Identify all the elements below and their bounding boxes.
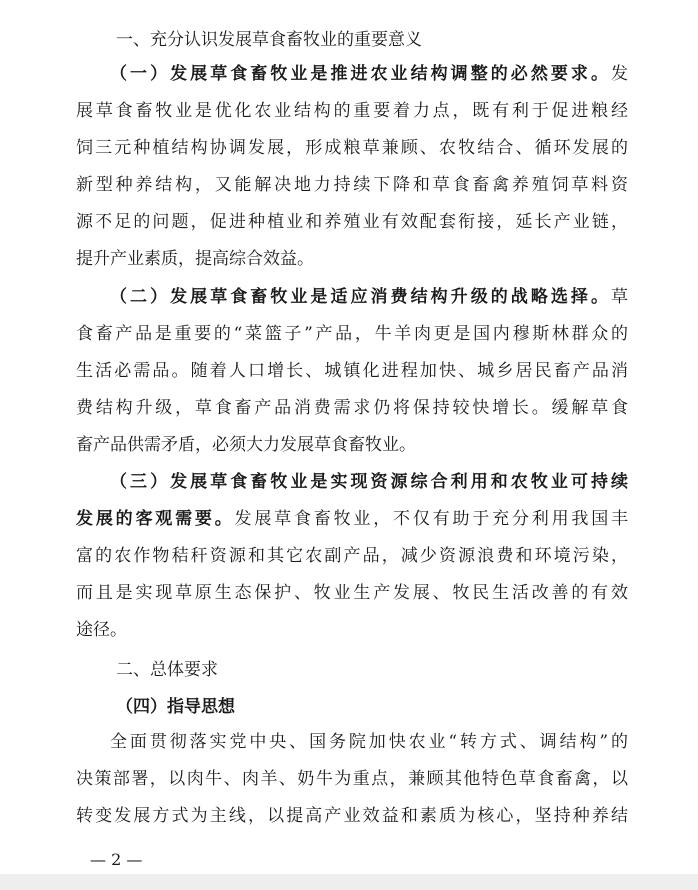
paragraph-lead: 发展的客观需要。: [76, 509, 235, 529]
paragraph-line: 提升产业素质，提高综合效益。: [76, 249, 314, 269]
paragraph-lead: （二）发展草食畜牧业是适应消费结构升级的战略选择。: [110, 287, 611, 307]
line-text: 发: [611, 64, 628, 84]
paragraph-line: 费结构升级，草食畜产品消费需求仍将保持较快增长。缓解草食: [76, 398, 628, 418]
paragraph-lead: （一）发展草食畜牧业是推进农业结构调整的必然要求。: [110, 64, 611, 84]
paragraph-line: 新型种养结构，又能解决地力持续下降和草食畜禽养殖饲草料资: [76, 175, 628, 195]
section-heading-2: 二、总体要求: [116, 660, 218, 680]
line-text: 草: [611, 287, 628, 307]
paragraph-line: （三）发展草食畜牧业是实现资源综合利用和农牧业可持续: [110, 472, 628, 492]
paragraph-3: [76, 464, 628, 649]
paragraph-line: 全面贯彻落实党中央、国务院加快农业“转方式、调结构”的: [110, 732, 628, 752]
paragraph-line: 富的农作物秸秆资源和其它农副产品，减少资源浪费和环境污染，: [76, 546, 628, 566]
paragraph-line: 饲三元种植结构协调发展，形成粮草兼顾、农牧结合、循环发展的: [76, 138, 628, 158]
subheading-4: （四）指导思想: [116, 697, 235, 717]
paragraph-line: [76, 279, 628, 316]
paragraph-line: 决策部署，以肉牛、肉羊、奶牛为重点，兼顾其他特色草食畜禽，以: [76, 769, 628, 789]
paragraph-4: [76, 724, 628, 835]
paragraph-line: 食畜产品是重要的“菜篮子”产品，牛羊肉更是国内穆斯林群众的: [76, 324, 628, 344]
paragraph-2: [76, 279, 628, 464]
paragraph-line: 而且是实现草原生态保护、牧业生产发展、牧民生活改善的有效: [76, 583, 628, 603]
line-text: 发展草食畜牧业，不仅有助于充分利用我国丰: [234, 509, 628, 529]
paragraph-line: 畜产品供需矛盾，必须大力发展草食畜牧业。: [76, 435, 416, 455]
viewer-bottom-strip: [0, 874, 698, 890]
paragraph-line: 途径。: [76, 620, 127, 640]
paragraph-line: [76, 56, 628, 93]
section-heading-1: 一、充分认识发展草食畜牧业的重要意义: [116, 30, 422, 50]
paragraph-1: [76, 56, 628, 278]
paragraph-line: 生活必需品。随着人口增长、城镇化进程加快、城乡居民畜产品消: [76, 361, 628, 381]
paragraph-line: 转变发展方式为主线，以提高产业效益和素质为核心，坚持种养结: [76, 806, 628, 826]
paragraph-line: 展草食畜牧业是优化农业结构的重要着力点，既有利于促进粮经: [76, 101, 628, 121]
page-number: — 2 —: [90, 850, 143, 869]
paragraph-line: 源不足的问题，促进种植业和养殖业有效配套衔接，延长产业链，: [76, 212, 628, 232]
paragraph-line: [76, 501, 628, 538]
